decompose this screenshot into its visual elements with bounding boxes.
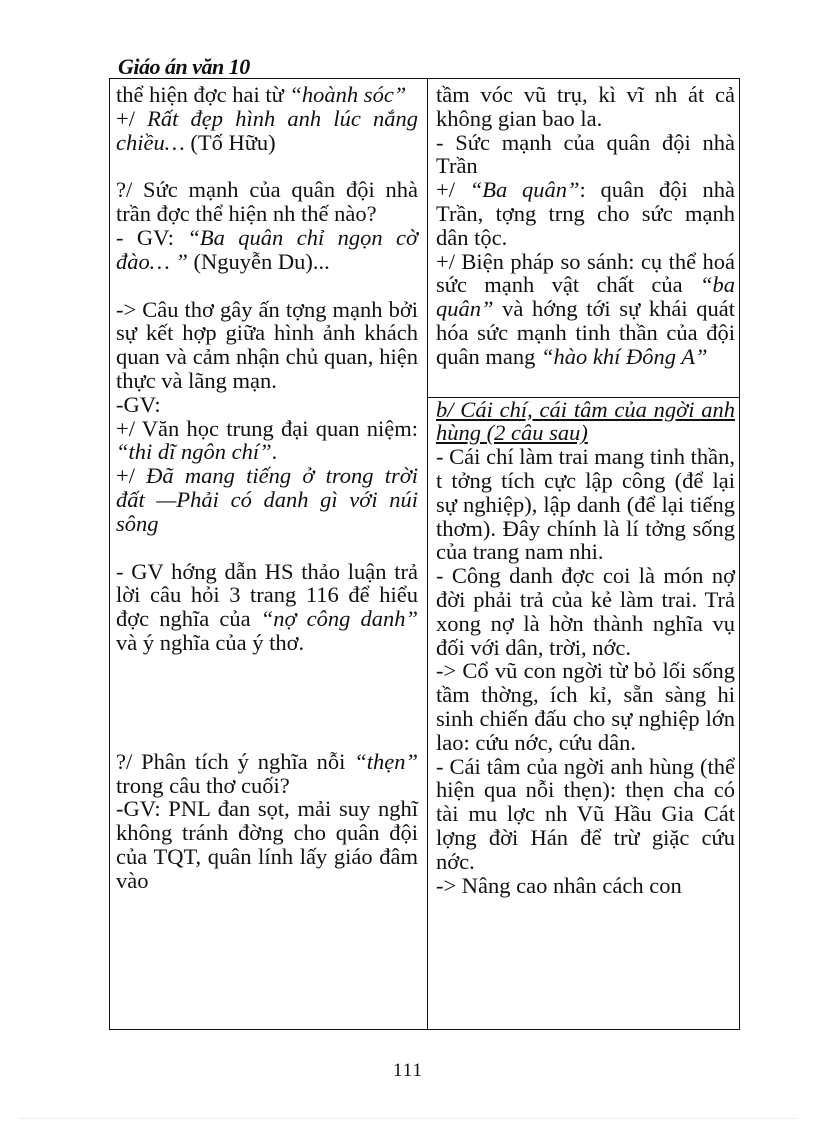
page-bottom-edge [20,1118,796,1119]
question: ?/ Sức mạnh của quân đội nhà trần đợc thể hiện nh thế nào? [116,177,418,227]
paragraph: - Công danh đợc coi là món nợ đời phải trả của kẻ làm trai. Trả xong nợ là hờn thành nghĩa vụ đối với dân, trời, nớc. [436,563,735,660]
paragraph: +/ “Ba quân”: quân đội nhà Trần, tợng trng cho sức mạnh dân tộc. [436,177,735,250]
paragraph: - Cái tâm của ngời anh hùng (thể hiện qua nỗi thẹn): thẹn cha có tài mu lợc nh Vũ Hầu Gia Cát lợng đời Hán để trừ giặc cứu nớc. [436,753,735,874]
question: ?/ Phân tích ý nghĩa nỗi “thẹn” trong câu thơ cuối? [116,748,418,798]
paragraph: +/ Đã mang tiếng ở trong trời đất —Phải có danh gì với núi sông [116,463,418,536]
paragraph: +/ Rất đẹp hình anh lúc nắng chiều… (Tố Hữu) [116,105,418,155]
paragraph: -GV: PNL đan sọt, mải suy nghĩ không tránh đờng cho quân đội của TQT, quân lính lấy giáo đâm vào [116,796,418,893]
paragraph: -> Cổ vũ con ngời từ bỏ lối sống tầm thờng, ích kỉ, sẵn sàng hi sinh chiến đấu cho sự nghiệp lớn lao: cứu nớc, cứu dân. [436,658,735,755]
paragraph: - Sức mạnh của quân đội nhà Trần [436,129,735,179]
paragraph: - Cái chí làm trai mang tinh thần, t tởng tích cực lập công (để lại sự nghiệp), lập danh (để lại tiếng thơm). Đây chính là lí tởng sống của trang nam nhi. [436,444,735,565]
paragraph: thể hiện đợc hai từ “hoành sóc” [116,82,407,107]
paragraph: +/ Biện pháp so sánh: cụ thể hoá sức mạnh vật chất của “ba quân” và hớng tới sự khái quát hóa sức mạnh tinh thần của đội quân mang “hào khí Đông A” [436,248,735,369]
paragraph: - GV hớng dẫn HS thảo luận trả lời câu hỏi 3 trang 116 để hiểu đợc nghĩa của “nợ công danh” và ý nghĩa của ý thơ. [116,558,418,655]
paragraph: -GV: [116,391,161,417]
page-number: 111 [392,1060,424,1081]
column-divider [427,79,428,1029]
paragraph: -> Câu thơ gây ấn tợng mạnh bởi sự kết hợp giữa hình ảnh khách quan và cảm nhận chủ quan, hiện thực và lãng mạn. [116,296,418,393]
content-table [109,78,740,1030]
document-header: Giáo án văn 10 [118,54,250,79]
section-heading: b/ Cái chí, cái tâm của ngời anh hùng (2 câu sau) [436,396,735,446]
paragraph: +/ Văn học trung đại quan niệm: “thi dĩ ngôn chí”. [116,415,418,465]
paragraph: -> Nâng cao nhân cách con [436,872,682,898]
paragraph: tầm vóc vũ trụ, kì vĩ nh át cả không gian bao la. [436,82,735,131]
content-column [436,83,735,897]
paragraph: - GV: “Ba quân chỉ ngọn cờ đào… ” (Nguyễn Du)... [116,224,418,274]
teacher-activity-column [116,83,418,893]
